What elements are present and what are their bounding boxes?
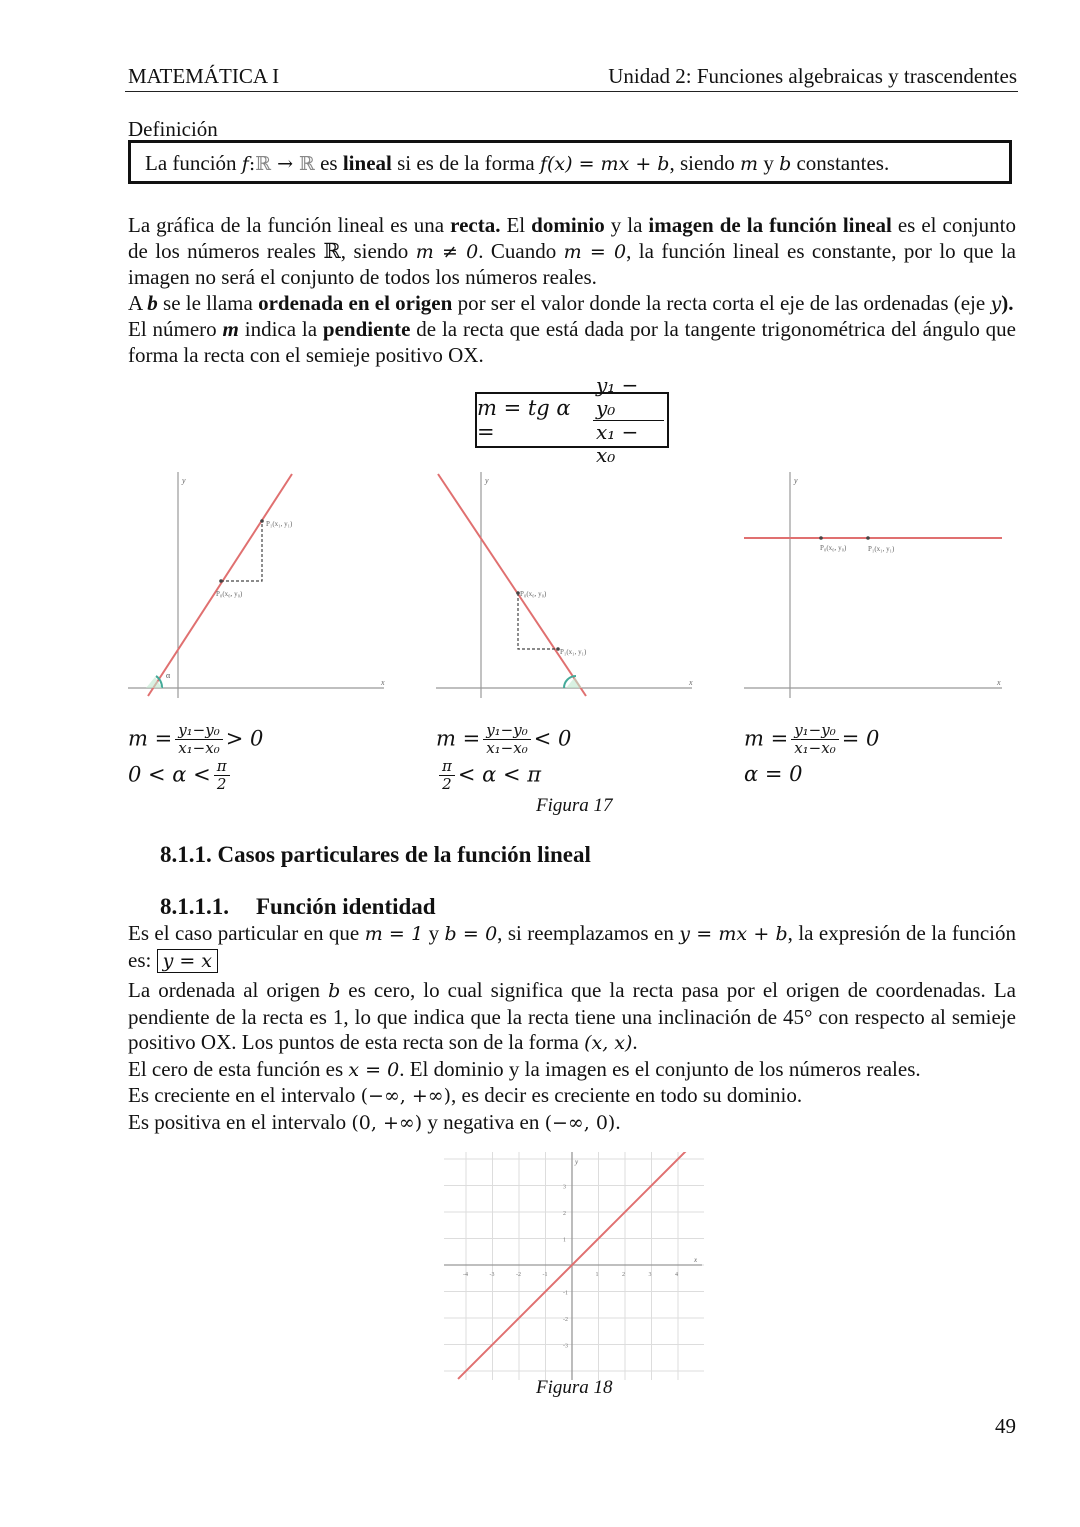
point-p0-label: P₀(x₀, y₀) bbox=[216, 590, 243, 598]
point-p1 bbox=[866, 536, 870, 540]
slope-lhs: m = tg α = bbox=[477, 396, 571, 444]
intro-paragraph-1: La gráfica de la función lineal es una recta. El dominio y la imagen de la función lineal es el conjunto de los números reales ℝ, siendo m ≠ 0. Cuando m = 0, la función lineal es constante, por lo que la imagen no será el conjunto de todos los números reales. bbox=[128, 213, 1017, 289]
x-tick-label: 3 bbox=[648, 1272, 652, 1278]
x-axis-label: x bbox=[689, 678, 693, 687]
angle-zero: α = 0 bbox=[744, 761, 803, 786]
slope-fraction bbox=[593, 374, 664, 467]
def-colon: : bbox=[248, 153, 256, 175]
y-tick-label: -1 bbox=[563, 1290, 568, 1297]
x-tick-label: -1 bbox=[542, 1272, 548, 1278]
point-p0 bbox=[819, 536, 823, 540]
def-text: es bbox=[314, 151, 343, 175]
def-text: si es de la forma bbox=[391, 151, 540, 175]
header-unit: Unidad 2: Funciones algebraicas y trascendentes bbox=[608, 64, 1017, 88]
slope-formula-box bbox=[475, 372, 669, 467]
identity-text bbox=[128, 921, 1016, 1136]
x-tick-label: 2 bbox=[622, 1272, 625, 1278]
figure-18-caption: Figura 18 bbox=[536, 1377, 613, 1398]
point-p1-label: P₁(x₁, y₁) bbox=[868, 545, 895, 553]
point-p1-label: P₁(x₁, y₁) bbox=[266, 520, 293, 528]
x-axis-label: x bbox=[694, 1256, 698, 1264]
point-p1-label: P₁(x₁, y₁) bbox=[560, 648, 587, 656]
x-tick-label: 1 bbox=[595, 1272, 599, 1278]
y-axis-label: y bbox=[575, 1158, 579, 1166]
y-axis-label: y bbox=[794, 476, 798, 485]
def-arrow: → bbox=[271, 153, 300, 175]
angle-negative: $\frac{\pi}{2}$ < α < π bbox=[436, 758, 571, 794]
x-tick-label: -2 bbox=[516, 1272, 521, 1278]
y-tick-label: 3 bbox=[563, 1184, 566, 1191]
figure-17-caption: Figura 17 bbox=[536, 795, 613, 816]
def-f: f bbox=[241, 153, 249, 175]
def-codomain: ℝ bbox=[299, 153, 315, 175]
def-var-b: b bbox=[779, 153, 792, 175]
definition-label: Definición bbox=[128, 117, 218, 141]
condition-positive bbox=[128, 722, 263, 793]
alpha-label: α bbox=[166, 671, 171, 680]
y-axis-label: y bbox=[485, 476, 489, 485]
x-tick-label: 4 bbox=[675, 1272, 678, 1278]
def-var-m: m bbox=[740, 153, 759, 175]
point-p1 bbox=[260, 519, 264, 523]
page-number: 49 bbox=[995, 1414, 1016, 1438]
condition-zero bbox=[744, 722, 879, 786]
intro-text bbox=[128, 213, 1016, 368]
y-axis-label: y bbox=[182, 476, 186, 485]
identity-paragraph-3: El cero de esta función es x = 0. El dominio y la imagen es el conjunto de los números reales. bbox=[128, 1056, 921, 1081]
section-heading: 8.1.1. Casos particulares de la función lineal bbox=[160, 842, 591, 867]
point-p0 bbox=[219, 579, 223, 583]
identity-paragraph-1: Es el caso particular en que m = 1 y b = 0, si reemplazamos en y = mx + b, la expresión de la función es: y = x bbox=[128, 921, 1016, 972]
intro-paragraph-3: El número m indica la pendiente de la recta que está dada por la tangente trigonométrica del ángulo que forma la recta con el semieje positivo OX. bbox=[128, 317, 1016, 367]
def-text: constantes. bbox=[791, 151, 890, 175]
subsection-heading: 8.1.1.1. Función identidad bbox=[160, 894, 436, 919]
identity-paragraph-4: Es creciente en el intervalo (−∞, +∞), es decir es creciente en todo su dominio. bbox=[128, 1083, 803, 1107]
def-domain: ℝ bbox=[255, 153, 272, 175]
slope-denominator: x₁ − x₀ bbox=[595, 419, 639, 467]
y-tick-label: 2 bbox=[563, 1211, 566, 1217]
header-divider bbox=[125, 91, 1018, 92]
red-line bbox=[148, 474, 292, 696]
identity-paragraph-5: Es positiva en el intervalo (0, +∞) y negativa en (−∞, 0). bbox=[128, 1109, 621, 1134]
condition-negative bbox=[436, 722, 571, 793]
graph-negative-slope bbox=[436, 466, 698, 702]
identity-formula-box: y = x bbox=[157, 949, 218, 973]
identity-paragraph-2: La ordenada al origen b es cero, lo cual significa que la recta pasa por el origen de coordenadas. La pendiente de la recta es 1, lo que indica que la recta tiene una inclinación de 45° con respecto al semieje positivo OX. Los puntos de esta recta son de la forma (x, x). bbox=[128, 978, 1016, 1054]
intro-paragraph-2: A b se le llama ordenada en el origen por ser el valor donde la recta corta el eje de las ordenadas (eje y). bbox=[128, 290, 1014, 315]
graph-zero-slope bbox=[744, 466, 1006, 702]
def-bold-lineal: lineal bbox=[342, 151, 392, 175]
figure-18-graph bbox=[444, 1152, 704, 1380]
graph-positive-slope bbox=[128, 466, 390, 702]
slope-zero: m = $\frac{\text{y₁−y₀}}{\text{x₁−x₀}}$ = 0 bbox=[744, 721, 880, 758]
def-text: , siendo bbox=[669, 151, 741, 175]
y-tick-label: -2 bbox=[563, 1317, 568, 1323]
def-text: La función bbox=[145, 151, 242, 175]
slope-positive: m = $\frac{\text{y₁−y₀}}{\text{x₁−x₀}}$ > 0 bbox=[128, 721, 264, 758]
x-tick-label: -4 bbox=[463, 1272, 468, 1278]
red-line bbox=[438, 474, 586, 696]
def-formula: f(x) = mx + b bbox=[539, 153, 670, 175]
x-tick-label: -3 bbox=[489, 1272, 495, 1278]
header-course: MATEMÁTICA I bbox=[128, 64, 280, 88]
angle-positive: 0 < α < $\frac{\pi}{2}$ bbox=[128, 758, 263, 794]
slope-negative: m = $\frac{\text{y₁−y₀}}{\text{x₁−x₀}}$ < 0 bbox=[436, 721, 572, 758]
x-axis-label: x bbox=[997, 678, 1001, 687]
definition-box bbox=[128, 140, 1012, 184]
x-axis-label: x bbox=[381, 678, 385, 687]
point-p0-label: P₀(x₀, y₀) bbox=[520, 590, 547, 598]
y-tick-label: -3 bbox=[563, 1343, 568, 1350]
y-tick-label: 1 bbox=[563, 1237, 566, 1244]
point-p0-label: P₀(x₀, y₀) bbox=[820, 544, 847, 552]
slope-numerator: y₁ − y₀ bbox=[593, 374, 664, 421]
def-text: y bbox=[758, 151, 780, 175]
